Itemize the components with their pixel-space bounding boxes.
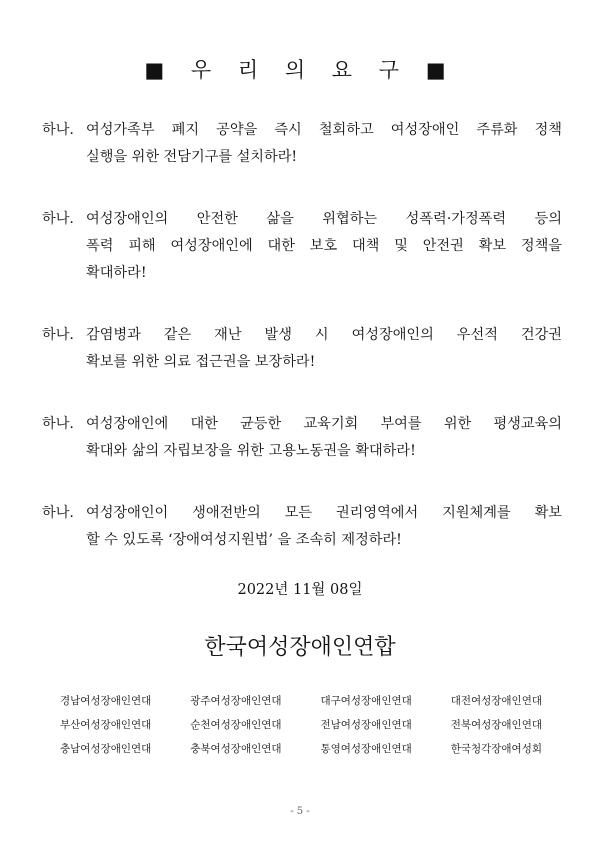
member-org: 경남여성장애인연대 [60, 695, 152, 707]
demand-list [42, 117, 562, 554]
demand-prefix: 하나. [42, 505, 74, 521]
member-org: 한국청각장애여성회 [450, 743, 542, 755]
member-row [60, 689, 542, 713]
demand-line: 여성장애인이 생애전반의 모든 권리영역에서 지원체계를 확보 [86, 505, 562, 521]
demand-prefix: 하나. [42, 211, 74, 227]
member-row [60, 713, 542, 737]
demand-line: 여성가족부 폐지 공약을 즉시 철회하고 여성장애인 주류화 정책 [86, 122, 562, 138]
demand-line: 폭력 피해 여성장애인에 대한 보호 대책 및 안전권 확보 정책을 [86, 238, 562, 254]
page-title: ■ 우 리 의 요 구 ■ [144, 58, 456, 82]
member-organizations [60, 689, 542, 761]
demand-item [42, 411, 562, 465]
member-org: 대전여성장애인연대 [450, 695, 542, 707]
demand-line: 여성장애인에 대한 균등한 교육기회 부여를 위한 평생교육의 [86, 416, 562, 432]
demand-prefix: 하나. [42, 416, 74, 432]
demand-item [42, 322, 562, 376]
page-number: - 5 - [290, 806, 310, 817]
member-row [60, 737, 542, 761]
organization-name: 한국여성장애인연합 [204, 635, 396, 660]
member-org: 부산여성장애인연대 [60, 719, 152, 731]
demand-prefix: 하나. [42, 327, 74, 343]
member-org: 대구여성장애인연대 [320, 695, 412, 707]
member-org: 순천여성장애인연대 [190, 719, 282, 731]
demand-line: 실행을 위한 전담기구를 설치하라! [86, 149, 298, 165]
demand-line: 확대와 삶의 자립보장을 위한 고용노동권을 확대하라! [86, 443, 416, 459]
demand-item [42, 500, 562, 554]
document-date: 2022년 11월 08일 [237, 582, 363, 598]
demand-line: 할 수 있도록 ‘장애여성지원법’ 을 조속히 제정하라! [86, 532, 402, 548]
demand-line: 확보를 위한 의료 접근권을 보장하라! [86, 354, 316, 370]
demand-item [42, 117, 562, 171]
member-org: 전남여성장애인연대 [320, 719, 412, 731]
demand-line: 감염병과 같은 재난 발생 시 여성장애인의 우선적 건강권 [86, 327, 562, 343]
member-org: 충북여성장애인연대 [190, 743, 282, 755]
demand-prefix: 하나. [42, 122, 74, 138]
demand-line: 확대하라! [86, 265, 147, 281]
member-org: 충남여성장애인연대 [60, 743, 152, 755]
member-org: 통영여성장애인연대 [320, 743, 412, 755]
member-org: 광주여성장애인연대 [190, 695, 282, 707]
demand-item [42, 206, 562, 287]
member-org: 전북여성장애인연대 [450, 719, 542, 731]
demand-line: 여성장애인의 안전한 삶을 위협하는 성폭력·가정폭력 등의 [86, 211, 562, 227]
